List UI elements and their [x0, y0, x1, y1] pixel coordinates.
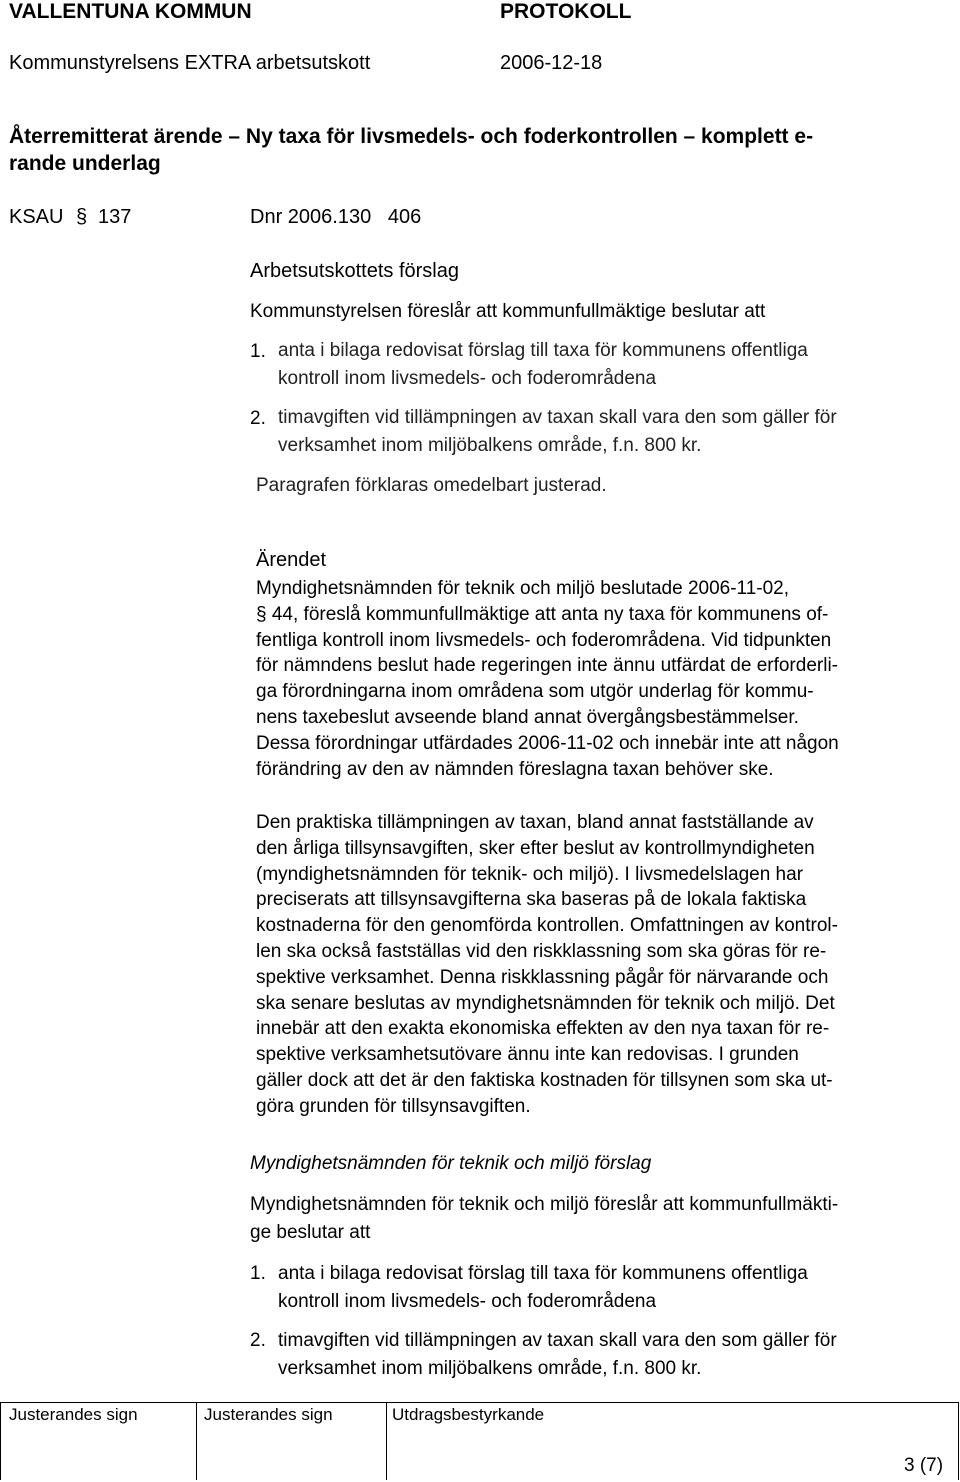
paragraph-line: Den praktiska tillämpningen av taxan, bland annat fastställande av — [256, 812, 814, 833]
item-number: 2. — [250, 1330, 266, 1351]
paragraph-line: för nämndens beslut hade regeringen inte ännu utfärdat de erforderli- — [256, 655, 838, 677]
meeting-date: 2006-12-18 — [500, 52, 603, 74]
paragraph-line: gäller dock att det är den faktiska kostnaden för tillsynen som ska ut- — [256, 1070, 833, 1091]
dnr: Dnr 2006.130 406 — [250, 206, 422, 228]
arendet-heading: Ärendet — [256, 549, 327, 571]
paragraph-line: spektive verksamhetsutövare ännu inte kan redovisas. I grunden — [256, 1044, 799, 1066]
paragraph-line: preciserats att tillsynsavgifterna ska baseras på de lokala faktiska — [256, 889, 807, 911]
item-number: 2. — [250, 408, 266, 429]
paragraph-line: förändring av den av nämnden föreslagna taxan behöver ske. — [256, 758, 774, 780]
body-name: Kommunstyrelsens EXTRA arbetsutskott — [9, 52, 371, 74]
paragraph-line: (myndighetsnämnden för teknik- och miljö). I livsmedelslagen har — [256, 863, 804, 885]
paragraph-line: § 44, föreslå kommunfullmäktige att anta ny taxa för kommunens of- — [256, 603, 829, 625]
item-text: timavgiften vid tillämpningen av taxan skall vara den som gäller för — [278, 407, 837, 428]
signature-field-1: Justerandes sign — [9, 1405, 138, 1424]
proposal-heading: Arbetsutskottets förslag — [250, 260, 459, 282]
footer-divider — [386, 1402, 387, 1480]
paragraph-line: kostnaderna för den genomförda kontrollen. Omfattningen av kontrol- — [256, 915, 838, 937]
footer-divider — [958, 1402, 959, 1480]
extract-certification: Utdragsbestyrkande — [392, 1405, 545, 1424]
paragraph-line: Dessa förordningar utfärdades 2006-11-02 och innebär inte att någon — [256, 732, 839, 754]
paragraph-line: innebär att den exakta ekonomiska effekten av den nya taxan för re- — [256, 1018, 830, 1040]
proposal-item-1 — [250, 338, 950, 394]
page-title: Återremitterat ärende – Ny taxa för livsmedels- och foderkontrollen – komplett e- — [9, 125, 814, 148]
proposal-item-2 — [250, 405, 950, 461]
item-text-cont: verksamhet inom miljöbalkens område, f.n. 800 kr. — [278, 435, 702, 456]
section-number: 137 — [98, 206, 132, 228]
paragraph-line: ga förordningarna inom områdena som utgör underlag för kommu- — [256, 681, 814, 703]
mtn-intro-cont: ge beslutar att — [250, 1222, 371, 1243]
paragraph-line: göra grunden för tillsynsavgiften. — [256, 1095, 531, 1117]
ksau-label: KSAU — [9, 206, 64, 228]
item-text: timavgiften vid tillämpningen av taxan skall vara den som gäller för — [278, 1330, 837, 1351]
item-number: 1. — [250, 1263, 266, 1284]
paragraph-line: nens taxebeslut avseende bland annat övergångsbestämmelser. — [256, 707, 799, 728]
org-name: VALLENTUNA KOMMUN — [9, 0, 252, 23]
mtn-item-2 — [250, 1327, 950, 1383]
item-text-cont: kontroll inom livsmedels- och foderområdena — [278, 368, 657, 389]
signature-field-2: Justerandes sign — [204, 1405, 333, 1424]
item-text: anta i bilaga redovisat förslag till taxa för kommunens offentliga — [278, 340, 808, 361]
paragraph-line: fentliga kontroll inom livsmedels- och foderområdena. Vid tidpunkten — [256, 629, 832, 651]
justified-note: Paragrafen förklaras omedelbart justerad. — [256, 475, 607, 496]
proposal-intro: Kommunstyrelsen föreslår att kommunfullmäktige beslutar att — [250, 301, 766, 322]
section-sign: § — [76, 206, 88, 228]
item-text: anta i bilaga redovisat förslag till taxa för kommunens offentliga — [278, 1263, 808, 1284]
item-text-cont: kontroll inom livsmedels- och foderområdena — [278, 1291, 657, 1312]
mtn-intro: Myndighetsnämnden för teknik och miljö föreslår att kommunfullmäkti- — [250, 1194, 839, 1215]
footer-divider — [196, 1402, 197, 1480]
paragraph-line: len ska också fastställas vid den riskklassning som ska göras för re- — [256, 941, 827, 962]
paragraph-line: Myndighetsnämnden för teknik och miljö beslutade 2006-11-02, — [256, 578, 790, 599]
paragraph-line: den årliga tillsynsavgiften, sker efter beslut av kontrollmyndigheten — [256, 837, 815, 859]
item-text-cont: verksamhet inom miljöbalkens område, f.n. 800 kr. — [278, 1358, 702, 1379]
page-number: 3 (7) — [904, 1455, 944, 1476]
item-number: 1. — [250, 341, 266, 362]
paragraph-line: ska senare beslutas av myndighetsnämnden för teknik och miljö. Det — [256, 992, 835, 1014]
page-title-cont: rande underlag — [9, 152, 161, 175]
footer-divider — [0, 1402, 1, 1480]
mtn-heading: Myndighetsnämnden för teknik och miljö förslag — [250, 1153, 652, 1174]
mtn-item-1 — [250, 1260, 950, 1316]
doc-type: PROTOKOLL — [500, 0, 632, 23]
paragraph-line: spektive verksamhet. Denna riskklassning pågår för närvarande och — [256, 966, 829, 988]
